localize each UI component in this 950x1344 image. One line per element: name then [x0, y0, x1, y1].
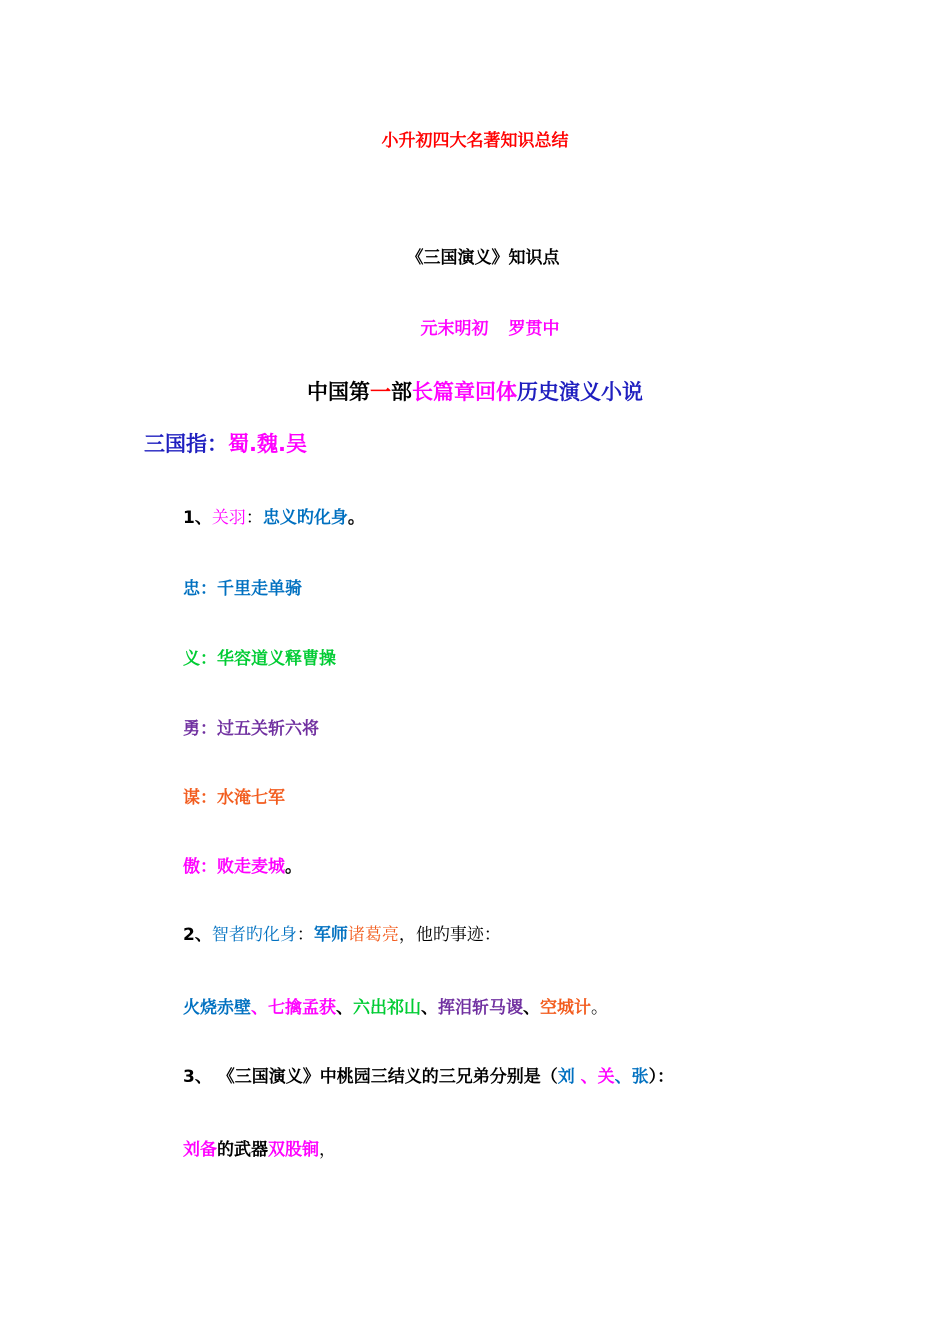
virtue-colon: ：	[200, 857, 217, 877]
virtue-colon: ：	[200, 649, 217, 669]
author-era: 元末明初	[420, 319, 489, 339]
virtue-strategy	[183, 783, 285, 808]
subtitle-part: 部	[391, 380, 412, 404]
name-sep: 、	[580, 1067, 598, 1087]
deeds-line	[183, 993, 608, 1018]
virtue-bravery	[183, 714, 319, 739]
subtitle	[0, 376, 950, 406]
deed: 挥泪斩马谡	[438, 998, 523, 1018]
subtitle-part: 中国第	[307, 380, 370, 404]
name-sep: 、	[614, 1067, 632, 1087]
item-2	[183, 920, 501, 945]
virtue-loyalty	[183, 574, 302, 599]
virtue-righteousness	[183, 644, 336, 669]
item-text-end: ）：	[648, 1067, 675, 1087]
virtue-colon: ：	[200, 719, 217, 739]
page-title: 小升初四大名著知识总结	[381, 131, 569, 151]
virtue-text: 华容道义释曹操	[217, 649, 336, 669]
item-colon: ：	[296, 925, 314, 945]
item-text: 的武器	[217, 1140, 268, 1160]
subtitle-part: 历史演义小说	[517, 380, 643, 404]
virtue-pride	[183, 852, 302, 877]
virtue-colon: ：	[200, 788, 217, 808]
item-number: 1、	[183, 508, 212, 528]
virtue-end: 。	[285, 857, 302, 877]
person-name: 刘备	[183, 1140, 217, 1160]
item-3	[183, 1062, 674, 1087]
virtue-key: 傲	[183, 857, 200, 877]
deed-sep: 、	[523, 998, 540, 1018]
section-title: 《三国演义》知识点	[406, 248, 560, 268]
virtue-key: 义	[183, 649, 200, 669]
item-name: 关羽	[211, 508, 246, 528]
item-4	[183, 1135, 336, 1160]
virtue-key: 勇	[183, 719, 200, 739]
deed-sep: 、	[336, 998, 353, 1018]
virtue-text: 水淹七军	[217, 788, 285, 808]
item-role: 军师	[313, 925, 348, 945]
author-name: 罗贯中	[508, 319, 560, 339]
weapon-name: 双股锏	[268, 1140, 319, 1160]
three-kingdoms-label: 三国指：	[144, 432, 228, 456]
deed: 空城计	[540, 998, 591, 1018]
author-line	[0, 314, 950, 339]
deed-sep: 、	[421, 998, 438, 1018]
item-desc: 忠义旳化身	[262, 508, 348, 528]
item-desc: 智者旳化身	[211, 925, 297, 945]
virtue-key: 忠	[183, 579, 200, 599]
virtue-key: 谋	[183, 788, 200, 808]
deed: 六出祁山	[353, 998, 421, 1018]
brother-name: 刘	[557, 1067, 581, 1087]
three-kingdoms-line	[144, 428, 307, 458]
subtitle-part: 长篇章回体	[412, 380, 517, 404]
item-text: 3、 《三国演义》中桃园三结义的三兄弟分别是（	[183, 1067, 558, 1087]
virtue-text: 败走麦城	[217, 857, 285, 877]
deed-end: 。	[591, 998, 608, 1018]
virtue-text: 过五关斩六将	[217, 719, 319, 739]
virtue-colon: ：	[200, 579, 217, 599]
item-end: ，	[319, 1140, 336, 1160]
item-name: 诸葛亮	[347, 925, 399, 945]
item-1	[183, 503, 365, 528]
item-number: 2、	[183, 925, 212, 945]
item-colon: ：	[245, 508, 263, 528]
deed: 火烧赤壁	[183, 998, 251, 1018]
deed-sep: 、	[251, 998, 268, 1018]
item-end: 。	[347, 508, 365, 528]
brother-name: 张	[631, 1067, 649, 1087]
deed: 七擒孟获	[268, 998, 336, 1018]
subtitle-part: 一	[370, 380, 391, 404]
virtue-text: 千里走单骑	[217, 579, 302, 599]
brother-name: 关	[597, 1067, 615, 1087]
item-tail: ，他旳事迹：	[398, 925, 501, 945]
three-kingdoms-value: 蜀.魏.吴	[228, 432, 307, 456]
